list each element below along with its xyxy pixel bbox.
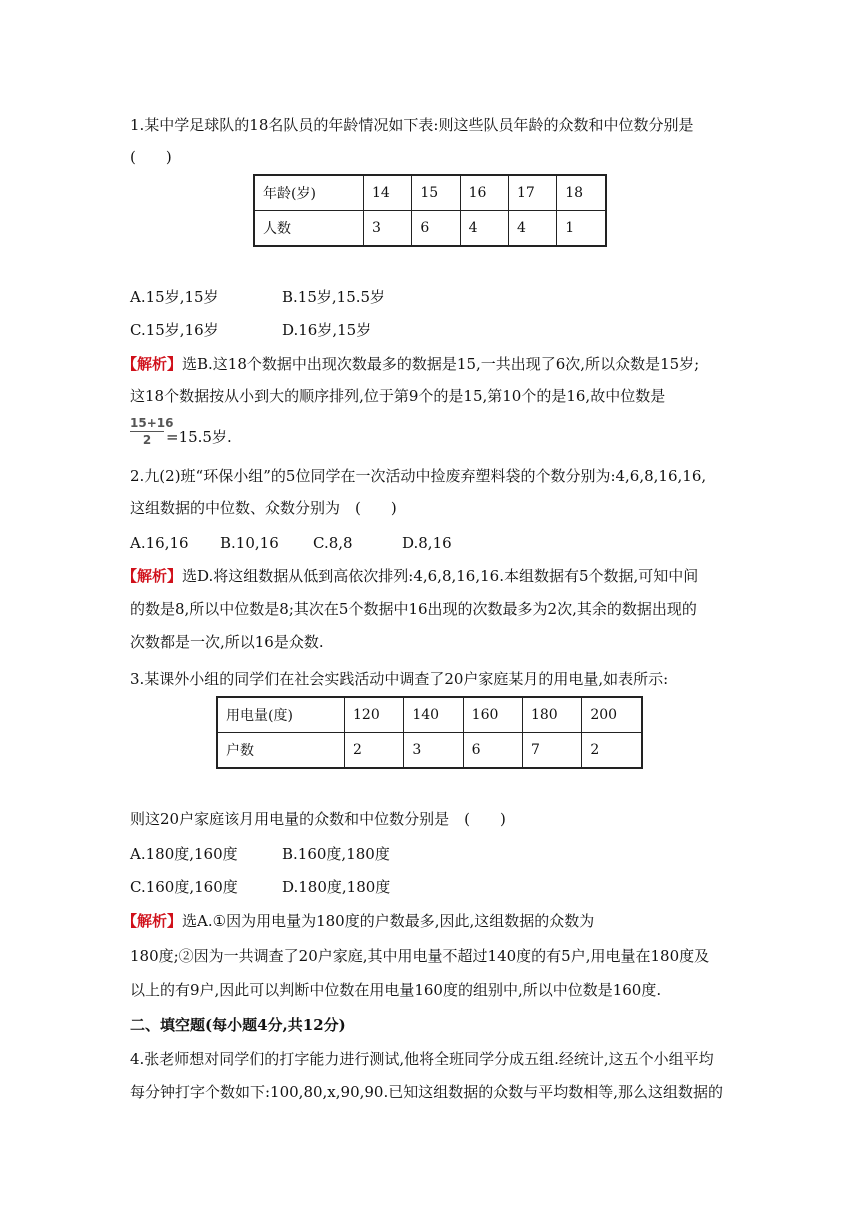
table-row (254, 211, 606, 247)
table-cell: 180 (522, 697, 581, 733)
table-cell: 7 (522, 733, 581, 769)
table-cell: 200 (582, 697, 642, 733)
q2-stem-line2: 这组数据的中位数、众数分别为 ( ) (130, 499, 397, 517)
table-cell: 2 (582, 733, 642, 769)
q2-option-a: A.16,16 (130, 534, 189, 552)
q2-option-c: C.8,8 (313, 534, 353, 552)
q3-stem-line2: 则这20户家庭该月用电量的众数和中位数分别是 ( ) (130, 810, 506, 828)
q2-analysis-line3: 次数都是一次,所以16是众数. (130, 633, 324, 651)
q1-age-table (253, 174, 607, 247)
analysis-text: 选A.①因为用电量为180度的户数最多,因此,这组数据的众数为 (182, 912, 595, 930)
q3-stem-line1: 3.某课外小组的同学们在社会实践活动中调查了20户家庭某月的用电量,如表所示: (130, 670, 669, 688)
table-cell: 年龄(岁) (254, 175, 364, 211)
q3-option-b: B.160度,180度 (282, 845, 390, 863)
q4-stem-line2: 每分钟打字个数如下:100,80,x,90,90.已知这组数据的众数与平均数相等,那么这组数据的 (130, 1083, 724, 1101)
analysis-tag: 【解析】 (122, 912, 183, 930)
table-cell: 6 (463, 733, 522, 769)
table-cell: 14 (364, 175, 412, 211)
table-cell: 18 (557, 175, 606, 211)
table-cell: 160 (463, 697, 522, 733)
table-cell: 15 (412, 175, 460, 211)
q3-option-a: A.180度,160度 (130, 845, 238, 863)
table-cell: 3 (404, 733, 463, 769)
table-cell: 16 (460, 175, 508, 211)
table-cell: 用电量(度) (217, 697, 345, 733)
section-heading: 二、填空题(每小题4分,共12分) (130, 1016, 346, 1034)
analysis-text: 选B.这18个数据中出现次数最多的数据是15,一共出现了6次,所以众数是15岁; (182, 355, 700, 373)
q2-analysis-line2: 的数是8,所以中位数是8;其次在5个数据中16出现的次数最多为2次,其余的数据出现的 (130, 600, 697, 618)
table-cell: 6 (412, 211, 460, 247)
table-cell: 140 (404, 697, 463, 733)
q2-option-b: B.10,16 (220, 534, 279, 552)
table-row (217, 697, 642, 733)
fraction-numerator: 15+16 (130, 416, 174, 430)
table-row (254, 175, 606, 211)
q4-stem-line1: 4.张老师想对同学们的打字能力进行测试,他将全班同学分成五组.经统计,这五个小组平均 (130, 1050, 714, 1068)
table-cell: 人数 (254, 211, 364, 247)
analysis-tag: 【解析】 (122, 567, 183, 585)
q1-option-c: C.15岁,16岁 (130, 321, 219, 339)
q2-option-d: D.8,16 (402, 534, 452, 552)
table-cell: 2 (345, 733, 404, 769)
q1-analysis-line2: 这18个数据按从小到大的顺序排列,位于第9个的是15,第10个的是16,故中位数是 (130, 387, 666, 405)
q1-stem-line1: 1.某中学足球队的18名队员的年龄情况如下表:则这些队员年龄的众数和中位数分别是 (130, 116, 694, 134)
table-cell: 户数 (217, 733, 345, 769)
q1-analysis-line3: =15.5岁. (166, 428, 232, 446)
table-row (217, 733, 642, 769)
q3-option-c: C.160度,160度 (130, 878, 238, 896)
table-cell: 3 (364, 211, 412, 247)
q3-analysis-line2: 180度;②因为一共调查了20户家庭,其中用电量不超过140度的有5户,用电量在180度及 (130, 947, 710, 965)
table-cell: 120 (345, 697, 404, 733)
q1-option-d: D.16岁,15岁 (282, 321, 372, 339)
fraction (130, 416, 174, 447)
analysis-text: 选D.将这组数据从低到高依次排列:4,6,8,16,16.本组数据有5个数据,可知中间 (182, 567, 699, 585)
analysis-tag: 【解析】 (122, 355, 183, 373)
q3-analysis-line3: 以上的有9户,因此可以判断中位数在用电量160度的组别中,所以中位数是160度. (130, 981, 662, 999)
q2-stem-line1: 2.九(2)班“环保小组”的5位同学在一次活动中捡废弃塑料袋的个数分别为:4,6,8,16,16, (130, 467, 707, 485)
fraction-denominator: 2 (142, 433, 152, 447)
q1-option-a: A.15岁,15岁 (130, 288, 219, 306)
table-cell: 1 (557, 211, 606, 247)
q1-analysis-line1 (122, 353, 699, 375)
q2-analysis-line1 (122, 565, 698, 587)
q3-electricity-table (216, 696, 643, 769)
table-cell: 4 (460, 211, 508, 247)
table-cell: 4 (508, 211, 556, 247)
q1-stem-line2: ( ) (130, 148, 172, 166)
table-cell: 17 (508, 175, 556, 211)
q1-option-b: B.15岁,15.5岁 (282, 288, 386, 306)
q3-analysis-line1 (122, 910, 594, 932)
q3-option-d: D.180度,180度 (282, 878, 391, 896)
